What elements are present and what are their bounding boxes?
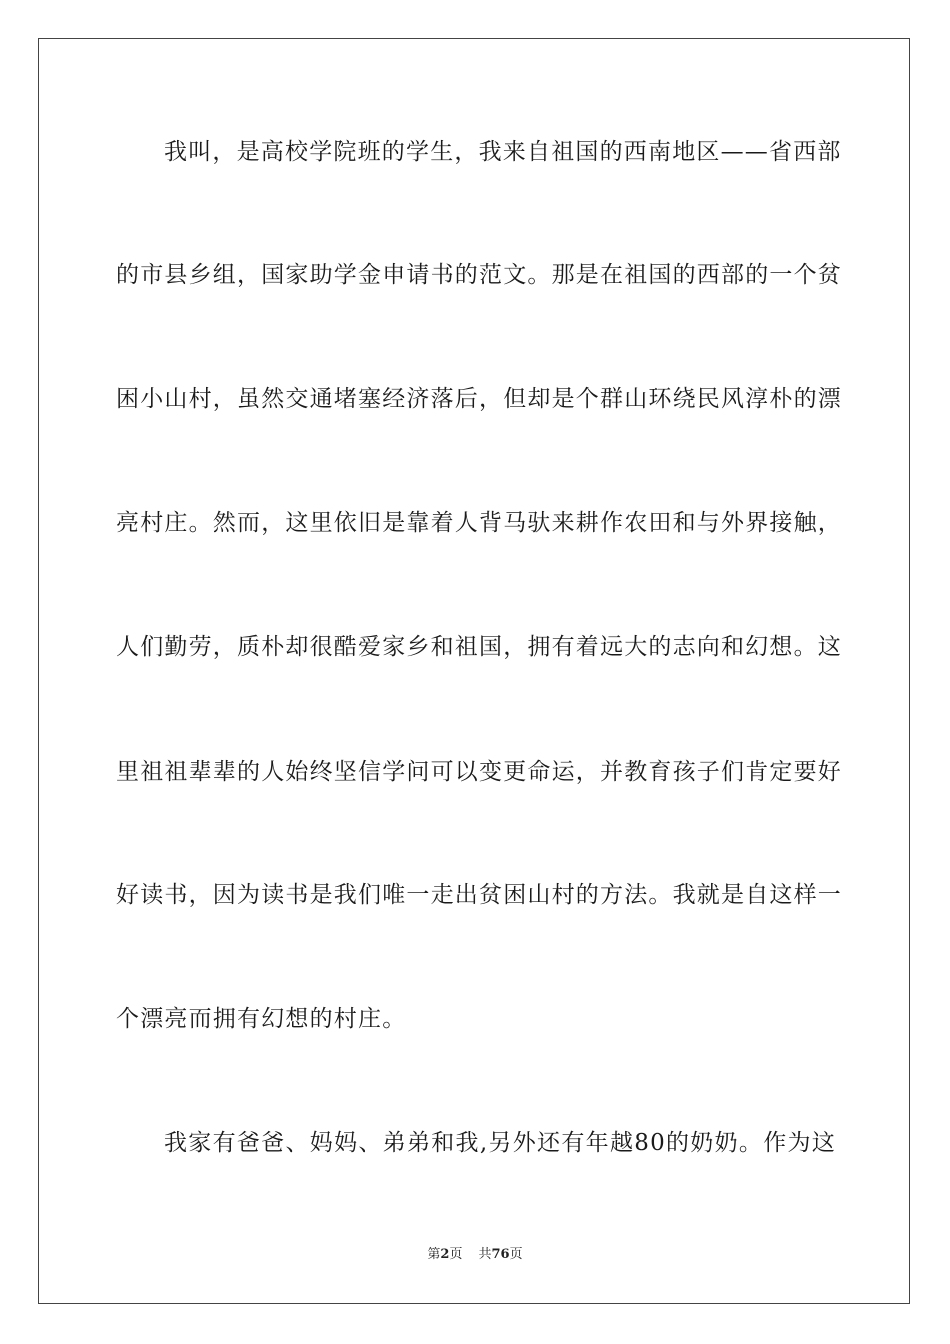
paragraph-1-line-3: 困小山村，虽然交通堵塞经济落后，但却是个群山环绕民风淳朴的漂 — [116, 386, 842, 412]
paragraph-1-line-1: 我叫，是高校学院班的学生，我来自祖国的西南地区——省西部 — [164, 139, 842, 165]
page-footer — [0, 1246, 950, 1264]
page-number-suffix: 页 — [449, 1247, 463, 1262]
total-pages-prefix: 共 — [478, 1247, 492, 1262]
paragraph-1-line-6: 里祖祖辈辈的人始终坚信学问可以变更命运，并教育孩子们肯定要好 — [116, 759, 842, 785]
paragraph-1-line-8: 个漂亮而拥有幻想的村庄。 — [116, 1006, 407, 1032]
page-number-prefix: 第 — [427, 1247, 441, 1262]
paragraph-2-line-1: 我家有爸爸、妈妈、弟弟和我,另外还有年越80的奶奶。作为这 — [164, 1130, 836, 1156]
paragraph-1-line-7: 好读书，因为读书是我们唯一走出贫困山村的方法。我就是自这样一 — [116, 882, 842, 908]
paragraph-1-line-5: 人们勤劳，质朴却很酷爱家乡和祖国，拥有着远大的志向和幻想。这 — [116, 634, 842, 660]
page-number: 2 — [440, 1247, 450, 1262]
page-border — [38, 38, 910, 1304]
paragraph-1-line-2: 的市县乡组，国家助学金申请书的范文。那是在祖国的西部的一个贫 — [116, 262, 842, 288]
paragraph-1-line-4: 亮村庄。然而，这里依旧是靠着人背马驮来耕作农田和与外界接触， — [116, 510, 842, 536]
total-pages-suffix: 页 — [509, 1247, 523, 1262]
total-pages: 76 — [491, 1247, 510, 1262]
